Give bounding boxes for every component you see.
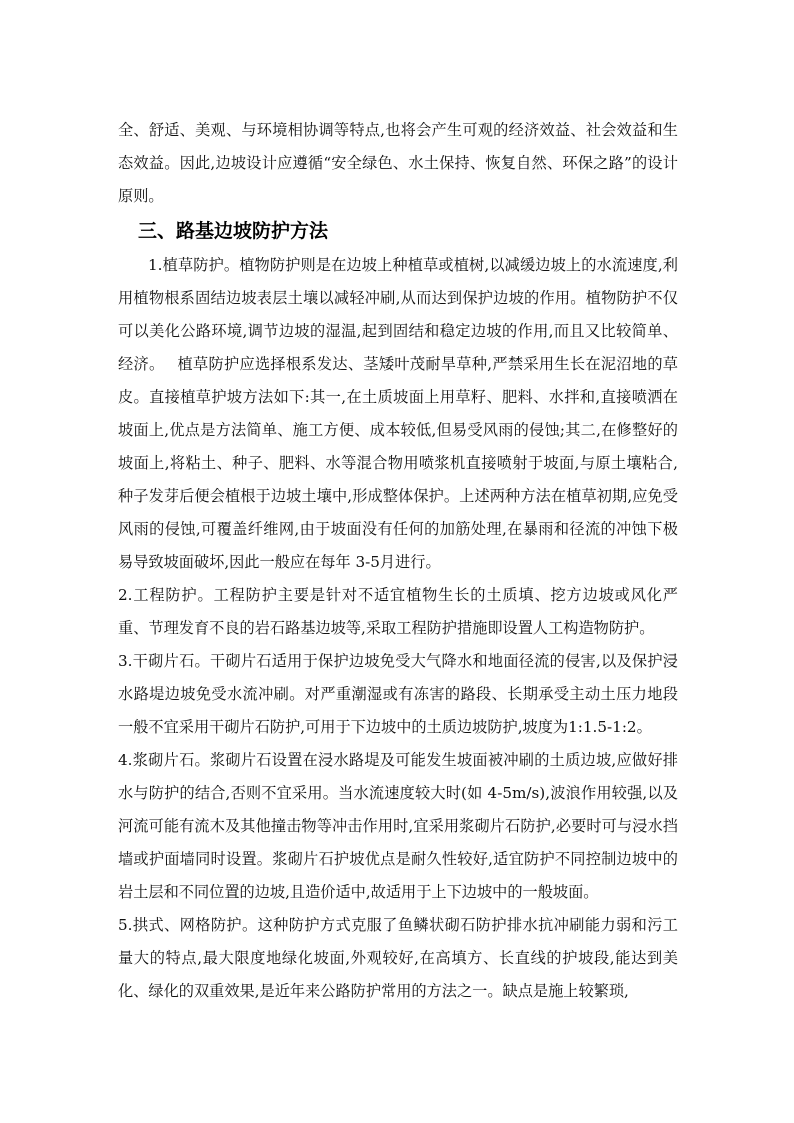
paragraph-planting-protection: 1.植草防护。植物防护则是在边坡上种植草或植树,以减缓边坡上的水流速度,利用植物根系固结边坡表层土壤以减轻冲刷,从而达到保护边坡的作用。植物防护不仅可以美化公路环境,调节边坡的湿温,起到固结和稳定边坡的作用,而且又比较简单、经济。 植草防护应选择根系发达、茎矮叶茂耐旱草种,严禁采用生长在泥沼地的草皮。直接植草护坡方法如下:其一,在土质坡面上用草籽、肥料、水拌和,直接喷洒在坡面上,优点是方法简单、施工方便、成本较低,但易受风雨的侵蚀;其二,在修整好的坡面上,将粘土、种子、肥料、水等混合物用喷浆机直接喷射于坡面,与原土壤粘合,种子发芽后便会植根于边坡土壤中,形成整体保护。上述两种方法在植草初期,应免受风雨的侵蚀,可覆盖纤维网,由于坡面没有任何的加筋处理,在暴雨和径流的冲蚀下极易导致坡面破坏,因此一般应在每年 3-5月进行。 bbox=[118, 256, 678, 571]
paragraph-engineering-protection: 2.工程防护。工程防护主要是针对不适宜植物生长的土质填、挖方边坡或风化严重、节理发育不良的岩石路基边坡等,采取工程防护措施即设置人工构造物防护。 bbox=[118, 586, 678, 637]
paragraph-dry-masonry: 3.干砌片石。干砌片石适用于保护边坡免受大气降水和地面径流的侵害,以及保护浸水路堤边坡免受水流冲刷。对严重潮湿或有冻害的路段、长期承受主动土压力地段一般不宜采用干砌片石防护,可用于下边坡中的土质边坡防护,坡度为1:1.5-1:2。 bbox=[118, 652, 678, 736]
paragraph-mortar-masonry: 4.浆砌片石。浆砌片石设置在浸水路堤及可能发生坡面被冲刷的土质边坡,应做好排水与防护的结合,否则不宜采用。当水流速度较大时(如 4-5m/s),波浪作用较强,以及河流可能有流木及其他撞击物等冲击作用时,宜采用浆砌片石防护,必要时可与浸水挡墙或护面墙同时设置。浆砌片石护坡优点是耐久性较好,适宜防护不同控制边坡中的岩土层和不同位置的边坡,且造价适中,故适用于上下边坡中的一般坡面。 bbox=[118, 751, 678, 901]
intro-paragraph: 全、舒适、美观、与环境相协调等特点,也将会产生可观的经济效益、社会效益和生态效益。因此,边坡设计应遵循“安全绿色、水土保持、恢复自然、环保之路”的设计原则。 bbox=[118, 121, 678, 205]
paragraph-arch-grid-protection: 5.拱式、网格防护。这种防护方式克服了鱼鳞状砌石防护排水抗冲刷能力弱和污工量大的特点,最大限度地绿化坡面,外观较好,在高填方、长直线的护坡段,能达到美化、绿化的双重效果,是近年来公路防护常用的方法之一。缺点是施上较繁琐, bbox=[118, 916, 678, 1000]
document-body bbox=[118, 114, 678, 1008]
section-heading: 三、路基边坡防护方法 bbox=[138, 220, 329, 242]
